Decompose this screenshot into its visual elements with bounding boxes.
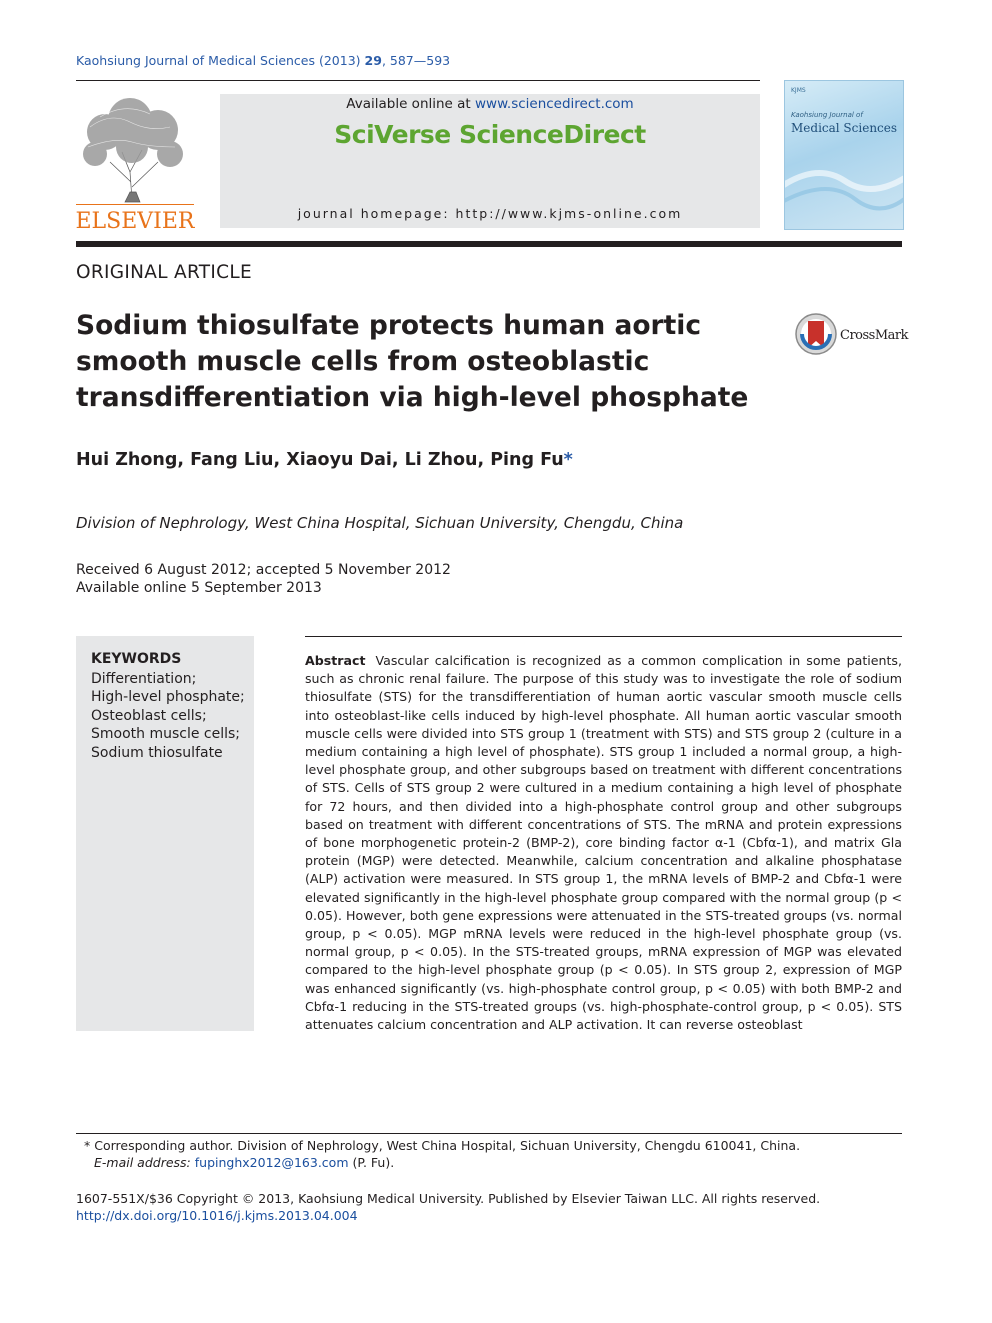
affiliation: Division of Nephrology, West China Hospital, Sichuan University, Chengdu, China	[76, 514, 684, 532]
keyword-item: High-level phosphate;	[91, 689, 245, 706]
corresponding-author-mark[interactable]: *	[563, 450, 573, 470]
keyword-item: Osteoblast cells;	[91, 707, 207, 724]
crossmark-label: CrossMark	[840, 328, 908, 343]
abstract-text: Vascular calcification is recognized as a common complication in some patients, such as chronic renal failure. The purpose of this study was to investigate the role of sodium thiosulfate (STS) for the transdifferentiation of human aortic vascular smooth muscle cells into osteoblast-like cells induced by high-level phosphate. All human aortic vascular smooth muscle cells were divided into STS group 1 (treatment with STS) and STS group 2 (culture in a medium containing a high level of phosphate). STS group 1 included a normal group, a high-level phosphate group, and other subgroups based on treatment with different concentrations of STS. Cells of STS group 2 were cultured in a medium containing a high level of phosphate for 72 hours, and then divided into a high-phosphate control group and other subgroups based on treatment with different concentrations of STS. The mRNA and protein expressions of bone morphogenetic protein-2 (BMP-2), core binding factor α-1 (Cbfα-1), and matrix Gla protein (MGP) were detected. Meanwhile, calcium concentration and alkaline phosphatase (ALP) activation were measured. In STS group 1, the mRNA levels of BMP-2 and Cbfα-1 were elevated significantly in the high-level phosphate group compared with the normal group (p < 0.05). However, both gene expressions were attenuated in the STS-treated groups (vs. normal group, p < 0.05). MGP mRNA levels were reduced in the high-level phosphate group (vs. normal group, p < 0.05). In the STS-treated groups, mRNA expression of MGP was elevated compared to the high-level phosphate group (p < 0.05). In STS group 2, expression of MGP was enhanced significantly (vs. high-phosphate control group, p < 0.05) with both BMP-2 and Cbfα-1 reducing in the STS-treated groups (vs. high-phosphate-control group, p < 0.05). STS attenuates calcium concentration and ALP activation. It can reverse osteoblast	[305, 653, 902, 1033]
copyright-block	[76, 1190, 820, 1224]
corresponding-footnote: * Corresponding author. Division of Nephrology, West China Hospital, Sichuan University, Chengdu 610041, China. E-mail address: fupinghx2012@163.com (P. Fu).	[84, 1138, 801, 1170]
abstract-body	[305, 652, 902, 1034]
keywords-heading: KEYWORDS	[91, 651, 182, 667]
journal-cover[interactable]	[784, 80, 904, 230]
article-dates	[76, 561, 451, 597]
article-type: ORIGINAL ARTICLE	[76, 262, 252, 283]
received-date: Received 6 August 2012; accepted 5 November 2012	[76, 562, 451, 578]
keyword-item: Smooth muscle cells;	[91, 726, 241, 743]
copyright-line: 1607-551X/$36 Copyright © 2013, Kaohsiung Medical University. Published by Elsevier Taiwan LLC. All rights reserved.	[76, 1191, 821, 1206]
sciencedirect-link[interactable]: www.sciencedirect.com	[475, 96, 634, 112]
keywords-list	[91, 670, 245, 762]
abstract-rule	[305, 636, 902, 637]
journal-homepage[interactable]: journal homepage: http://www.kjms-online.com	[297, 206, 683, 221]
elsevier-wordmark: ELSEVIER	[75, 209, 195, 232]
journal-citation[interactable]: Kaohsiung Journal of Medical Sciences (2013) 29, 587—593	[76, 53, 451, 68]
abstract-label: Abstract	[305, 653, 366, 668]
cover-badge: KJMS	[791, 87, 806, 94]
doi-link[interactable]: http://dx.doi.org/10.1016/j.kjms.2013.04.004	[76, 1208, 358, 1223]
available-date: Available online 5 September 2013	[76, 580, 322, 596]
cover-title: Medical Sciences	[791, 121, 898, 135]
keyword-item: Sodium thiosulfate	[91, 744, 223, 761]
elsevier-logo	[70, 92, 200, 232]
header-rule	[76, 80, 760, 81]
article-title: Sodium thiosulfate protects human aortic smooth muscle cells from osteoblastic transdifferentiation via high-level phosphate	[76, 310, 749, 413]
crossmark-badge[interactable]	[794, 312, 914, 358]
elsevier-tree-icon	[70, 92, 200, 232]
keyword-item: Differentiation;	[91, 671, 197, 687]
header-thick-bar	[76, 241, 902, 247]
author-list: Hui Zhong, Fang Liu, Xiaoyu Dai, Li Zhou, Ping Fu*	[76, 450, 573, 470]
footnote-rule	[76, 1133, 902, 1134]
author-email-link[interactable]: fupinghx2012@163.com	[194, 1155, 349, 1170]
crossmark-icon	[794, 312, 838, 356]
available-online-line: Available online at www.sciencedirect.com	[346, 96, 634, 112]
sciverse-brand: SciVerse ScienceDirect	[334, 120, 646, 149]
cover-wave-graphic	[785, 81, 903, 229]
cover-subtitle: Kaohsiung Journal of	[791, 111, 863, 119]
